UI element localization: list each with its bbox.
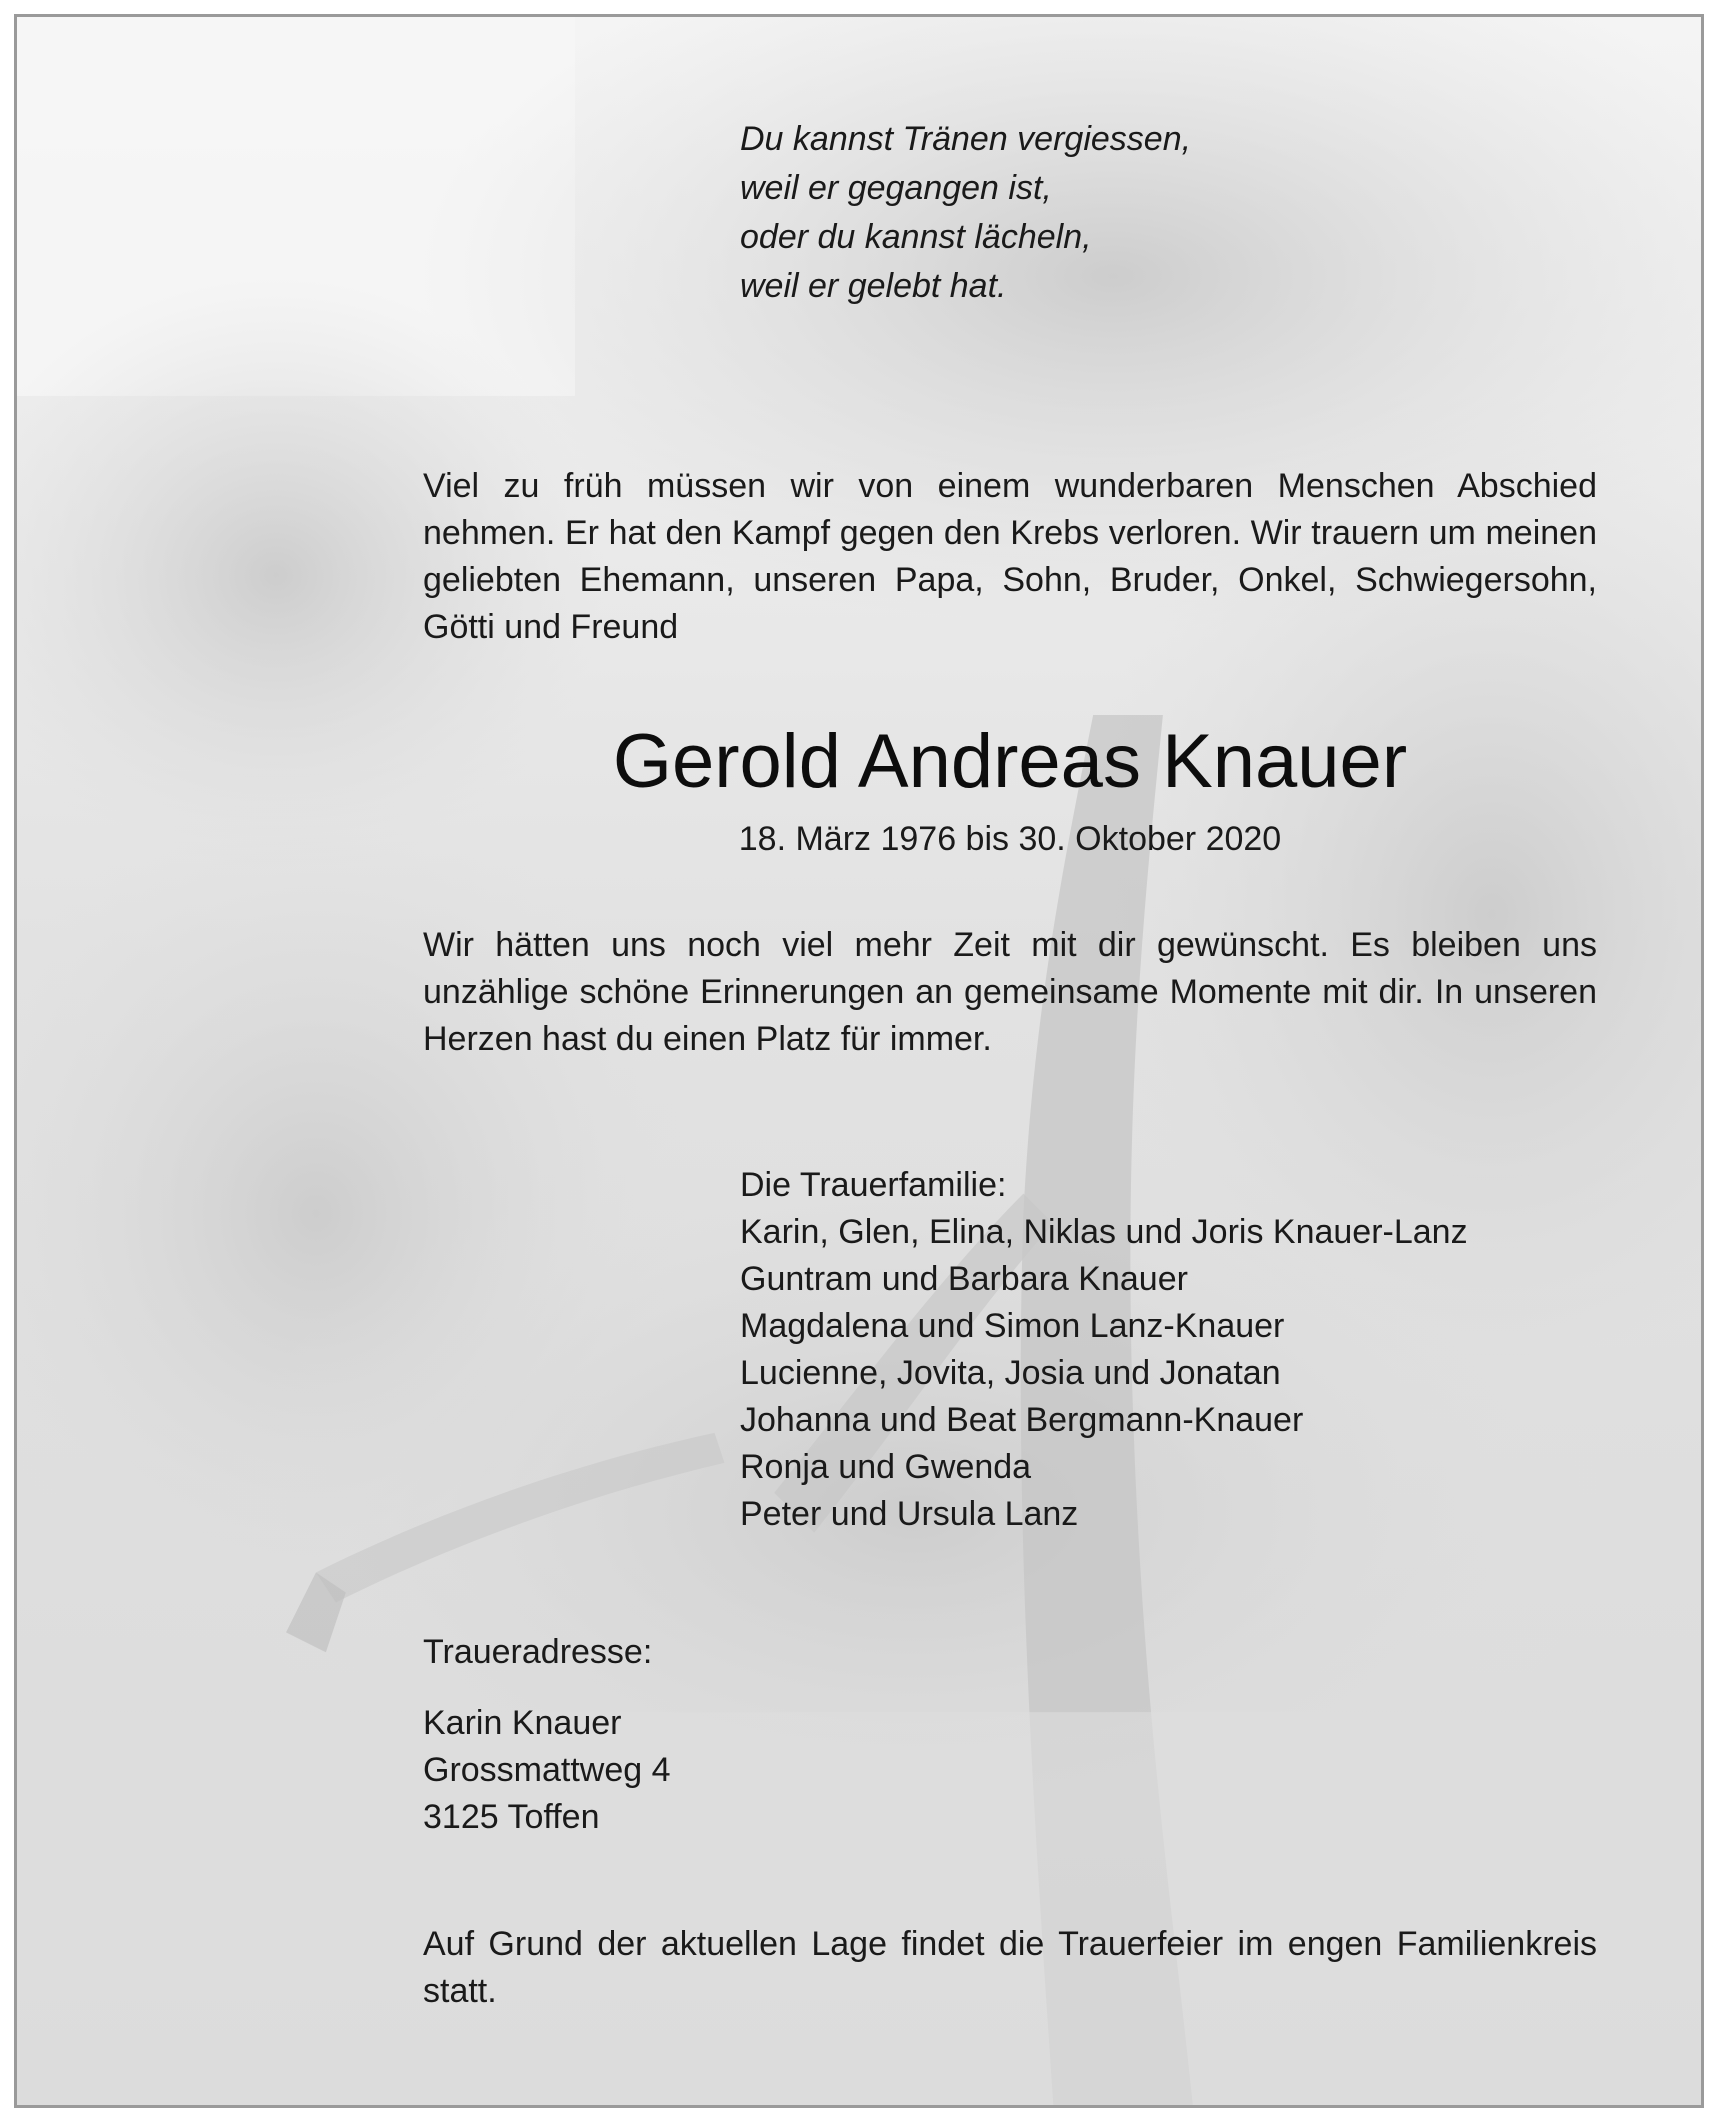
mourning-family xyxy=(740,1162,1468,1538)
obituary-content xyxy=(17,17,1701,2105)
family-heading: Die Trauerfamilie: xyxy=(740,1166,1007,1204)
mourning-address xyxy=(423,1700,671,1841)
poem-line: weil er gegangen ist, xyxy=(740,169,1052,207)
farewell-paragraph: Wir hätten uns noch viel mehr Zeit mit dir gewünscht. Es bleiben uns unzählige schöne Erinnerungen an gemeinsame Momente mit dir. In unseren Herzen hast du einen Platz für immer. xyxy=(423,926,1597,1058)
family-member: Lucienne, Jovita, Josia und Jonatan xyxy=(740,1354,1281,1392)
family-member: Magdalena und Simon Lanz-Knauer xyxy=(740,1307,1285,1345)
address-line: Karin Knauer xyxy=(423,1704,622,1742)
family-member: Johanna und Beat Bergmann-Knauer xyxy=(740,1401,1304,1439)
memorial-poem xyxy=(740,115,1191,311)
address-line: 3125 Toffen xyxy=(423,1798,600,1836)
life-dates: 18. März 1976 bis 30. Oktober 2020 xyxy=(738,820,1282,858)
deceased-name: Gerold Andreas Knauer xyxy=(612,719,1408,804)
poem-line: oder du kannst lächeln, xyxy=(740,218,1092,256)
poem-line: weil er gelebt hat. xyxy=(740,267,1007,305)
family-member: Guntram und Barbara Knauer xyxy=(740,1260,1188,1298)
intro-paragraph: Viel zu früh müssen wir von einem wunderbaren Menschen Abschied nehmen. Er hat den Kampf gegen den Krebs verloren. Wir trauern um meinen geliebten Ehemann, unseren Papa, Sohn, Bruder, Onkel, Schwiegersohn, Götti und Freund xyxy=(423,467,1597,646)
family-member: Karin, Glen, Elina, Niklas und Joris Knauer-Lanz xyxy=(740,1213,1468,1251)
family-member: Ronja und Gwenda xyxy=(740,1448,1032,1486)
poem-line: Du kannst Tränen vergiessen, xyxy=(740,120,1192,158)
address-line: Grossmattweg 4 xyxy=(423,1751,671,1789)
family-member: Peter und Ursula Lanz xyxy=(740,1495,1079,1533)
address-label: Traueradresse: xyxy=(423,1633,653,1671)
obituary-frame xyxy=(14,14,1704,2108)
closing-notice: Auf Grund der aktuellen Lage findet die Trauerfeier im engen Familienkreis statt. xyxy=(423,1925,1597,2010)
